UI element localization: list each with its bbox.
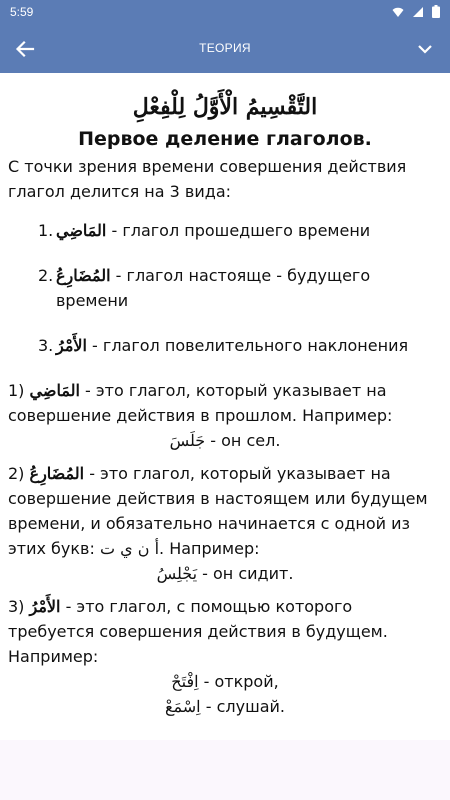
paragraph-text-end: . Например:: [159, 539, 260, 558]
battery-icon: [432, 5, 440, 18]
example-line: [8, 561, 442, 586]
intro-text: С точки зрения времени совершения действия глагол делится на 3 вида:: [8, 157, 407, 201]
paragraph-imperative: [8, 594, 442, 669]
dropdown-button[interactable]: [414, 38, 436, 60]
verb-types-list: [38, 218, 442, 358]
arabic-term: المَاضِي: [56, 221, 107, 240]
arabic-term: الأَمْرُ: [56, 336, 87, 355]
app-title: ТЕОРИЯ: [199, 41, 251, 55]
arabic-example: جَلَسَ: [169, 431, 206, 450]
paragraph-past: [8, 378, 442, 428]
paragraph-text: - это глагол, с помощью которого требуется совершения действия в будущем. Например:: [8, 597, 388, 666]
signal-icon: [412, 6, 424, 18]
list-item-number: 2.: [38, 266, 54, 285]
arabic-term: المُضَارِعُ: [29, 464, 85, 483]
page-title: Первое деление глаголов.: [78, 128, 372, 150]
app-bar: [0, 24, 450, 73]
bottom-area: [0, 740, 450, 800]
example-translation: - он сел.: [205, 431, 281, 450]
arabic-term: الأَمْرُ: [29, 597, 61, 616]
list-item-text: - глагол прошедшего времени: [106, 221, 371, 240]
arabic-term: المَاضِي: [29, 381, 80, 400]
example-translation: - открой,: [198, 672, 279, 691]
list-item-number: 3.: [38, 336, 54, 355]
example-translation: - слушай.: [200, 697, 285, 716]
paragraph-number: 2): [8, 464, 30, 483]
arabic-title: التَّقْسِيمُ الْأَوَّلُ لِلْفِعْلِ: [132, 94, 318, 120]
list-item: [38, 333, 442, 358]
wifi-icon: [392, 6, 404, 18]
example-line: [8, 669, 442, 694]
list-item: [38, 263, 442, 313]
arabic-example: اِفْتَحْ: [171, 672, 199, 691]
paragraph-number: 3): [8, 597, 30, 616]
chevron-down-icon: [414, 38, 436, 60]
status-bar: [0, 0, 450, 24]
arabic-example: اِسْمَعْ: [165, 697, 201, 716]
arabic-example: يَجْلِسُ: [156, 564, 198, 583]
arabic-term: المُضَارِعُ: [56, 266, 111, 285]
list-item-text: - глагол настояще - будущего времени: [56, 266, 371, 310]
example-translation: - он сидит.: [197, 564, 294, 583]
example-line: [8, 694, 442, 719]
paragraph-text: - это глагол, который указывает на совершение действия в прошлом. Например:: [8, 381, 393, 425]
list-item: [38, 218, 442, 243]
paragraph-present: [8, 461, 442, 561]
list-item-text: - глагол повелительного наклонения: [86, 336, 409, 355]
status-icons: [392, 5, 440, 18]
theory-content[interactable]: [0, 73, 450, 740]
example-line: [8, 428, 442, 453]
paragraph-number: 1): [8, 381, 30, 400]
status-time: 5:59: [10, 5, 34, 19]
list-item-number: 1.: [38, 221, 54, 240]
paragraph-text: - это глагол, который указывает на совершение действия в настоящем или будущем времени, и обязательно начинается с одной из этих букв:: [8, 464, 428, 558]
arabic-letters: أ ن ي ت: [99, 539, 160, 558]
